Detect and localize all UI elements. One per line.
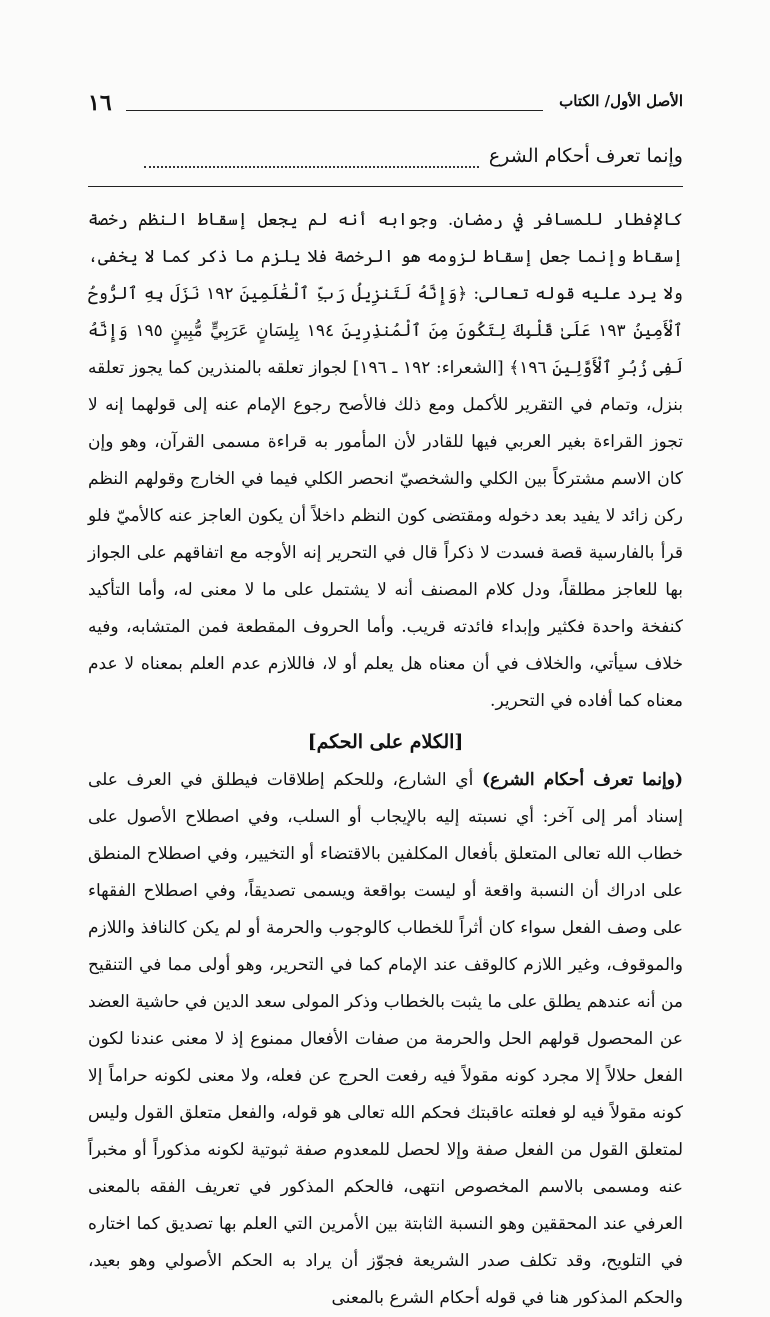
page-number: ١٦: [88, 90, 112, 116]
paragraph-2-lead: (وإنما تعرف أحكام الشرع): [481, 770, 683, 790]
paragraph-2: [88, 762, 683, 1317]
section-rule: [88, 186, 683, 187]
commentary-body: [88, 202, 683, 1317]
paragraph-1: كالإفطار للمسافر في رمضان. وجوابه أنه لم يجعل إسقاط النظم رخصة إسقاط وإنما جعل إسقاط لزومه هو الرخصة فلا يلزم ما ذكر كما لا يخفى، ولا يرد عليه قوله تعالى: ﴿وَإِنَّهُ لَتَنزِيلُ رَبِّ ٱلْعَٰلَمِينَ ١٩٢ نَزَلَ بِهِ ٱلرُّوحُ ٱلْأَمِينُ ١٩٣ عَلَىٰ قَلْبِكَ لِتَكُونَ مِنَ ٱلْمُنذِرِينَ ١٩٤ بِلِسَانٍ عَرَبِيٍّ مُّبِينٍ ١٩٥ وَإِنَّهُ لَفِى زُبُرِ ٱلْأَوَّلِينَ ١٩٦﴾ [الشعراء: ١٩٢ ـ ١٩٦] لجواز تعلقه بالمنذرين كما يجوز تعلقه بنزل، وتمام في التقرير للأكمل ومع ذلك فالأصح رجوع الإمام عنه إلى قولهما إنه لا تجوز القراءة بغير العربي فيها للقادر لأن المأمور به قراءة مسمى القرآن، وهو وإن كان الاسم مشتركاً بين الكلي والشخصيّ انحصر الكلي فيما في الخارج وقولهم النظم ركن زائد لا يفيد بعد دخوله ومقتضى كون النظم داخلاً أن يكون العاجز عنه كالأميّ فلو قرأ بالفارسية قصة فسدت لا ذكراً قال في التحرير إنه الأوجه مع اتفاقهم على الجواز بها للعاجز مطلقاً، ودل كلام المصنف أنه لا يشتمل على ما لا معنى له، وأما التأكيد كنفخة واحدة فكثير وإبداء فائدته قريب. وأما الحروف المقطعة فمن المتشابه، وفيه خلاف سيأتي، والخلاف في أن معناه هل يعلم أو لا، فاللازم عدم العلم بمعناه لا عدم معناه كما أفاده في التحرير.: [88, 210, 684, 711]
running-title: الأصل الأول/ الكتاب: [559, 92, 683, 110]
header-rule: [126, 110, 543, 111]
matn-line: [88, 138, 683, 174]
paragraph-2-text: أي الشارع، وللحكم إطلاقات فيطلق في العرف على إسناد أمر إلى آخر: أي نسبته إليه بالإيجاب أو السلب، وفي اصطلاح الأصول على خطاب الله تعالى المتعلق بأفعال المكلفين بالاقتضاء أو التخيير، وفي اصطلاح المنطق على ادراك أن النسبة واقعة أو ليست بواقعة ويسمى تصديقاً، وفي اصطلاح الفقهاء على وصف الفعل سواء كان أثراً للخطاب كالوجوب والحرمة أو لم يكن كالنافذ واللازم والموقوف، وغير اللازم كالوقف عند الإمام كما في التحرير، وهو أولى مما في التنقيح من أنه عندهم يطلق على ما يثبت بالخطاب وذكر المولى سعد الدين في حاشية العضد عن المحصول قولهم الحل والحرمة من صفات الأفعال ممنوع إذ لا معنى عندنا لكون الفعل حلالاً إلا مجرد كونه مقولاً فيه رفعت الحرج عن فعله، ولا معنى لكونه حراماً إلا كونه مقولاً فيه لو فعلته عاقبتك فحكم الله تعالى هو قوله، والفعل متعلق القول وليس لمتعلق القول من الفعل صفة وإلا لحصل للمعدوم صفة ثبوتية لكونه مذكوراً أو مخبراً عنه ومسمى بالاسم المخصوص انتهى، فالحكم المذكور في تعريف الفقه بالمعنى العرفي عند المحققين وهو النسبة الثابتة بين الأمرين التي العلم بها تصديق كما اختاره في التلويح، وقد تكلف صدر الشريعة فجوّز أن يراد به الحكم الأصولي وهو بعيد، والحكم المذكور هنا في قوله أحكام الشرع بالمعنى: [88, 770, 683, 1308]
dotted-leader: [144, 146, 479, 168]
page-header: [88, 92, 683, 122]
matn-text: وإنما تعرف أحكام الشرع: [488, 145, 683, 167]
section-heading: [الكلام على الحكم]: [307, 731, 464, 753]
